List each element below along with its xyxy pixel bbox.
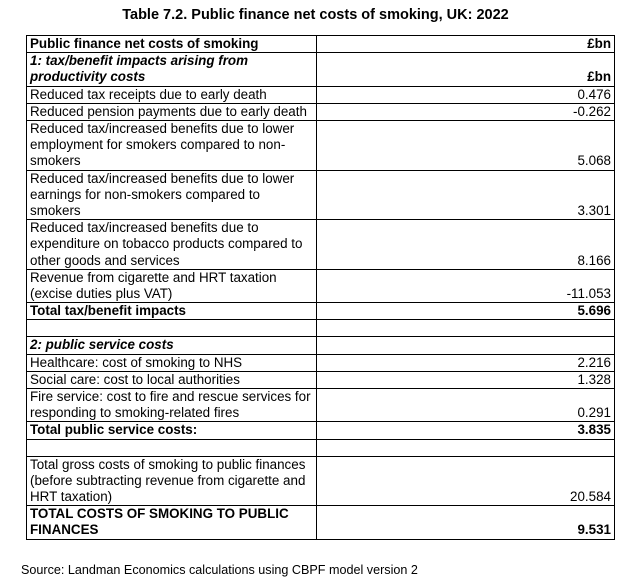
total-row [27,303,615,320]
section2-label: 2: public service costs [27,337,317,354]
header-unit: £bn [317,36,615,53]
spacer-row [27,439,615,456]
row-value: 5.068 [317,121,615,171]
source-note: Source: Landman Economics calculations using CBPF model version 2 [21,563,418,577]
total-row [27,422,615,439]
spacer-row [27,320,615,337]
table-row [27,354,615,371]
empty-cell [317,320,615,337]
table-row [27,86,615,103]
total-label: Total tax/benefit impacts [27,303,317,320]
row-value: -0.262 [317,103,615,120]
finance-table [26,35,615,540]
grand-total-value: 9.531 [317,506,615,539]
section1-label: 1: tax/benefit impacts arising from productivity costs [27,53,317,86]
row-value: 1.328 [317,371,615,388]
row-label: Reduced tax/increased benefits due to expenditure on tobacco products compared to other goods and services [27,220,317,270]
row-label: Reduced tax/increased benefits due to lower employment for smokers compared to non-smokers [27,121,317,171]
row-value: 2.216 [317,354,615,371]
section-header-row [27,337,615,354]
table-row [27,389,615,422]
row-label: Social care: cost to local authorities [27,371,317,388]
section1-unit: £bn [317,53,615,86]
grand-total-label: TOTAL COSTS OF SMOKING TO PUBLIC FINANCES [27,506,317,539]
row-value: -11.053 [317,269,615,302]
gross-label: Total gross costs of smoking to public finances (before subtracting revenue from cigarette and HRT taxation) [27,456,317,506]
gross-row [27,456,615,506]
gross-value: 20.584 [317,456,615,506]
total-value: 3.835 [317,422,615,439]
row-value: 3.301 [317,170,615,220]
table-header-row [27,36,615,53]
row-label: Reduced tax receipts due to early death [27,86,317,103]
section-header-row [27,53,615,86]
empty-cell [317,337,615,354]
row-label: Revenue from cigarette and HRT taxation (excise duties plus VAT) [27,269,317,302]
empty-cell [317,439,615,456]
table-row [27,121,615,171]
row-label: Fire service: cost to fire and rescue services for responding to smoking-related fires [27,389,317,422]
row-label: Healthcare: cost of smoking to NHS [27,354,317,371]
total-label: Total public service costs: [27,422,317,439]
total-value: 5.696 [317,303,615,320]
header-label: Public finance net costs of smoking [27,36,317,53]
table-row [27,103,615,120]
table-row [27,269,615,302]
row-value: 0.476 [317,86,615,103]
row-value: 8.166 [317,220,615,270]
empty-cell [27,439,317,456]
row-label: Reduced tax/increased benefits due to lower earnings for non-smokers compared to smokers [27,170,317,220]
empty-cell [27,320,317,337]
table-row [27,220,615,270]
table-title: Table 7.2. Public finance net costs of smoking, UK: 2022 [122,7,509,23]
row-label: Reduced pension payments due to early death [27,103,317,120]
table-row [27,170,615,220]
row-value: 0.291 [317,389,615,422]
table-row [27,371,615,388]
grand-total-row [27,506,615,539]
